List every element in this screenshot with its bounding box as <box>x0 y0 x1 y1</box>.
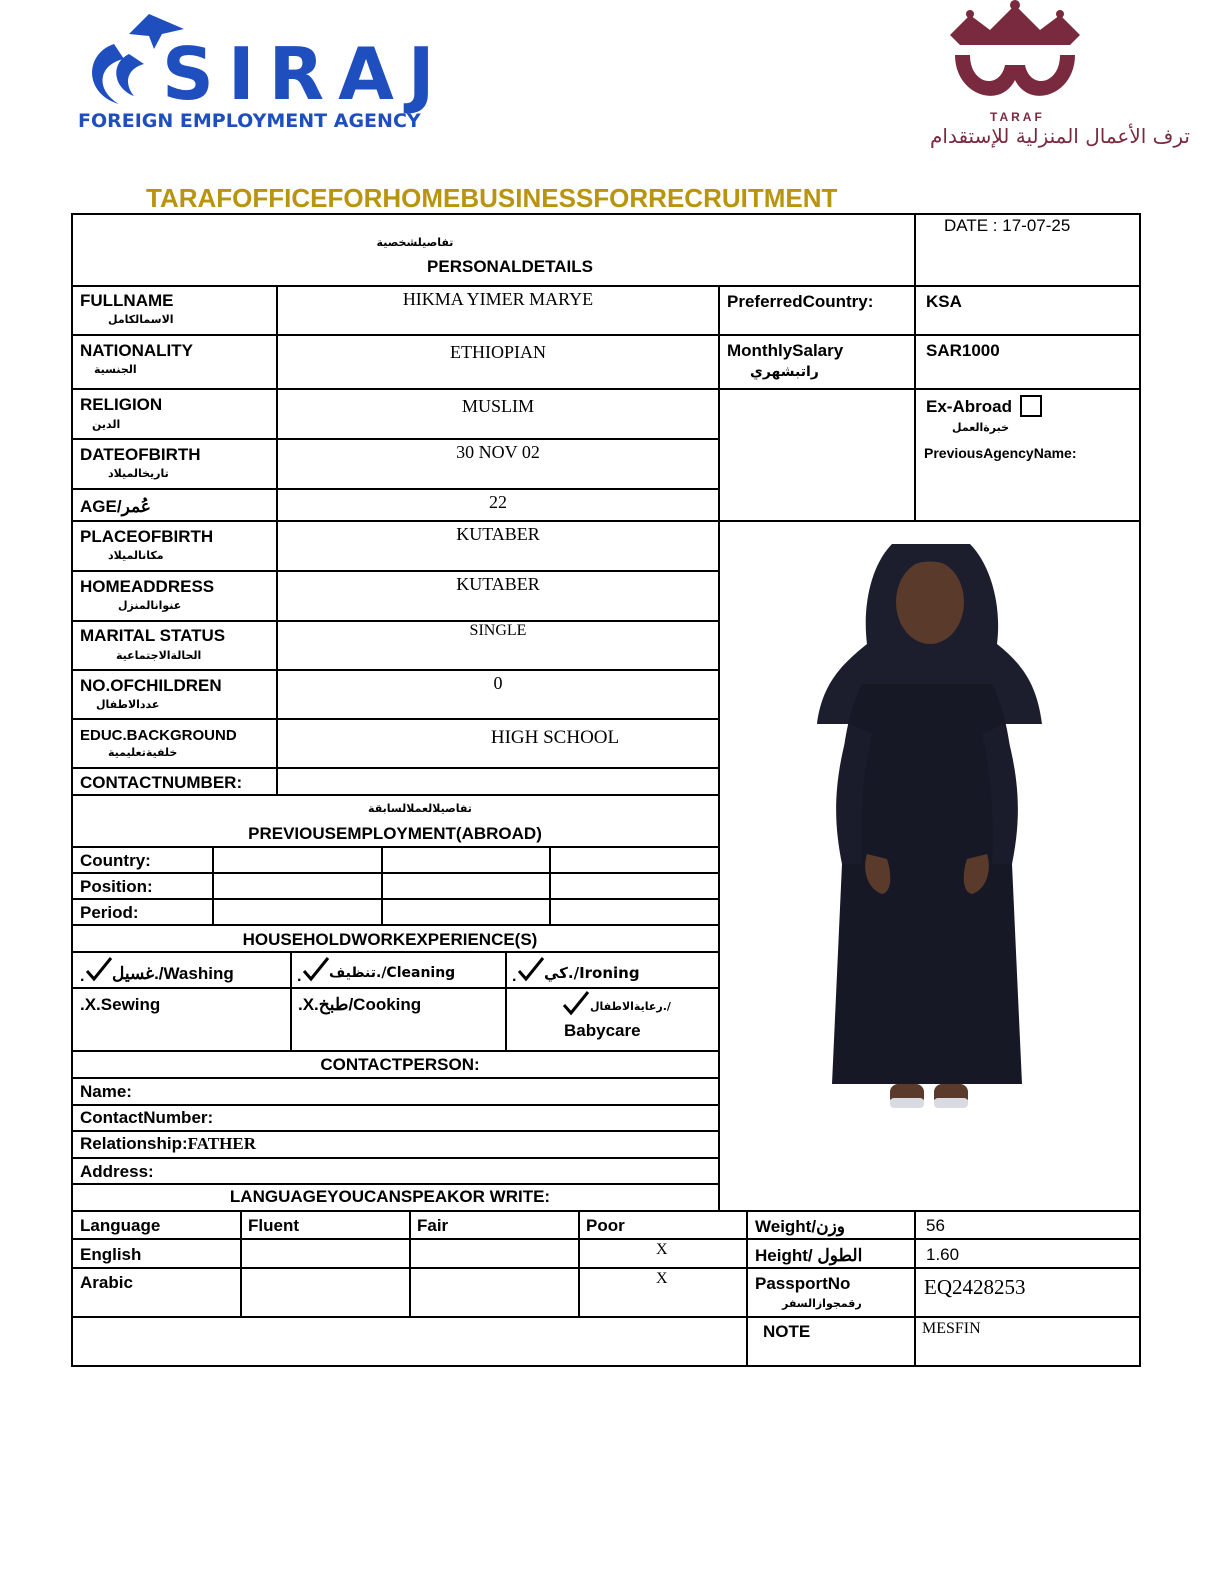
sewing-item: .X.Sewing <box>80 995 161 1014</box>
home-address-label-ar: عنوانالمنزل <box>118 599 182 612</box>
relationship-label: Relationship: <box>80 1134 188 1153</box>
candidate-photo <box>722 524 1138 1208</box>
prev-employment-heading: PREVIOUSEMPLOYMENT(ABROAD) <box>248 824 542 843</box>
checkmark-icon <box>562 990 590 1016</box>
office-title: TARAFOFFICEFORHOMEBUSINESSFORRECRUITMENT <box>146 183 838 213</box>
educ-label: EDUC.BACKGROUND <box>80 727 237 744</box>
passport-value: EQ2428253 <box>924 1275 1026 1299</box>
form-date: DATE : 17-07-25 <box>944 216 1071 235</box>
preferred-country-label: PreferredCountry: <box>727 292 874 311</box>
nationality-label: NATIONALITY <box>80 341 194 360</box>
contact-address-label: Address: <box>80 1162 154 1181</box>
marital-status-value: SINGLE <box>469 622 527 639</box>
checkmark-icon <box>85 956 113 982</box>
nationality-label-ar: الجنسية <box>94 363 137 376</box>
marital-status-label-ar: الحالةالاجتماعية <box>116 649 202 662</box>
children-value: 0 <box>493 673 503 693</box>
siraj-tagline: FOREIGN EMPLOYMENT AGENCY <box>78 110 421 132</box>
personal-heading: PERSONALDETAILS <box>427 257 593 276</box>
previous-agency-label: PreviousAgencyName: <box>924 445 1077 461</box>
checkmark-icon <box>302 956 330 982</box>
ex-abroad-checkbox[interactable] <box>1020 395 1042 417</box>
personal-heading-ar: تفاصيلشخصية <box>376 236 454 249</box>
dob-label-ar: تاريخالميلاد <box>108 467 169 480</box>
lang-english: English <box>80 1245 142 1264</box>
educ-label-ar: خلفيةتعليمية <box>108 746 178 759</box>
religion-label-ar: الدين <box>92 418 121 431</box>
taraf-wordmark: TARAF <box>990 110 1045 124</box>
religion-label: RELIGION <box>80 395 163 414</box>
fullname-value: HIKMA YIMER MARYE <box>402 289 594 309</box>
monthly-salary-value: SAR1000 <box>926 341 1000 360</box>
pob-label-ar: مكانالميلاد <box>108 549 164 562</box>
contact-number-person-label: ContactNumber: <box>80 1108 214 1127</box>
prev-period-label: Period: <box>80 903 139 922</box>
height-value: 1.60 <box>926 1245 960 1264</box>
languages-heading: LANGUAGEYOUCANSPEAKOR WRITE: <box>229 1187 551 1206</box>
monthly-salary-label-ar: راتبشهري <box>750 364 819 380</box>
household-heading: HOUSEHOLDWORKEXPERIENCE(S) <box>242 930 538 949</box>
prev-country-label: Country: <box>80 851 151 870</box>
note-value: MESFIN <box>922 1320 981 1337</box>
home-address-label: HOMEADDRESS <box>80 577 215 596</box>
crown-icon <box>930 0 1100 120</box>
preferred-country-value: KSA <box>926 292 962 311</box>
dob-value: 30 NOV 02 <box>456 442 540 462</box>
height-label: Height/ الطول <box>755 1246 863 1265</box>
note-label: NOTE <box>763 1322 811 1341</box>
contact-person-heading: CONTACTPERSON: <box>320 1055 480 1074</box>
relationship-value: FATHER <box>187 1134 256 1153</box>
taraf-logo <box>830 0 1200 150</box>
contact-name-label: Name: <box>80 1082 132 1101</box>
lang-arabic: Arabic <box>80 1273 133 1292</box>
age-label: AGE/عُمر <box>80 497 151 516</box>
fullname-label-ar: الاسمالكامل <box>108 313 174 326</box>
lang-header-language: Language <box>80 1216 161 1235</box>
lang-header-fair: Fair <box>417 1216 449 1235</box>
ex-abroad-label: Ex-Abroad <box>926 397 1012 416</box>
weight-label: Weight/وزن <box>755 1217 845 1236</box>
babycare-item: رعايةالاطفال./ Babycare <box>562 990 712 1040</box>
lang-english-poor-mark: X <box>656 1241 668 1258</box>
relationship-row <box>80 1134 256 1154</box>
pob-value: KUTABER <box>456 524 540 544</box>
monthly-salary-label: MonthlySalary <box>727 341 844 360</box>
checkmark-icon <box>517 956 545 982</box>
prev-position-label: Position: <box>80 877 153 896</box>
educ-value: HIGH SCHOOL <box>490 727 620 748</box>
children-label-ar: عددالاطفال <box>96 698 160 711</box>
siraj-wordmark: SIRAJ <box>162 32 449 116</box>
passport-label: PassportNo <box>755 1274 851 1293</box>
dob-label: DATEOFBIRTH <box>80 445 201 464</box>
marital-status-label: MARITAL STATUS <box>80 626 226 645</box>
contact-number-label: CONTACTNUMBER: <box>80 773 243 792</box>
taraf-arabic-name: ترف الأعمال المنزلية للإستقدام <box>930 124 1190 148</box>
fullname-label: FULLNAME <box>80 291 174 310</box>
pob-label: PLACEOFBIRTH <box>80 527 214 546</box>
ex-abroad-label-ar: خبرةالعمل <box>952 421 1010 434</box>
lang-header-poor: Poor <box>586 1216 625 1235</box>
person-figure <box>722 524 1138 1208</box>
nationality-value: ETHIOPIAN <box>450 342 546 362</box>
home-address-value: KUTABER <box>456 574 540 594</box>
religion-value: MUSLIM <box>461 396 534 416</box>
prev-employment-heading-ar: تفاصيلالعملالسابقة <box>368 802 472 815</box>
weight-value: 56 <box>926 1216 945 1235</box>
lang-arabic-poor-mark: X <box>656 1270 668 1287</box>
age-value: 22 <box>489 492 507 512</box>
siraj-logo <box>74 4 449 134</box>
lang-header-fluent: Fluent <box>248 1216 299 1235</box>
cooking-item: .X.طبخ/Cooking <box>298 995 422 1014</box>
passport-label-ar: رقمجوازالسفر <box>782 1297 862 1310</box>
children-label: NO.OFCHILDREN <box>80 676 222 695</box>
